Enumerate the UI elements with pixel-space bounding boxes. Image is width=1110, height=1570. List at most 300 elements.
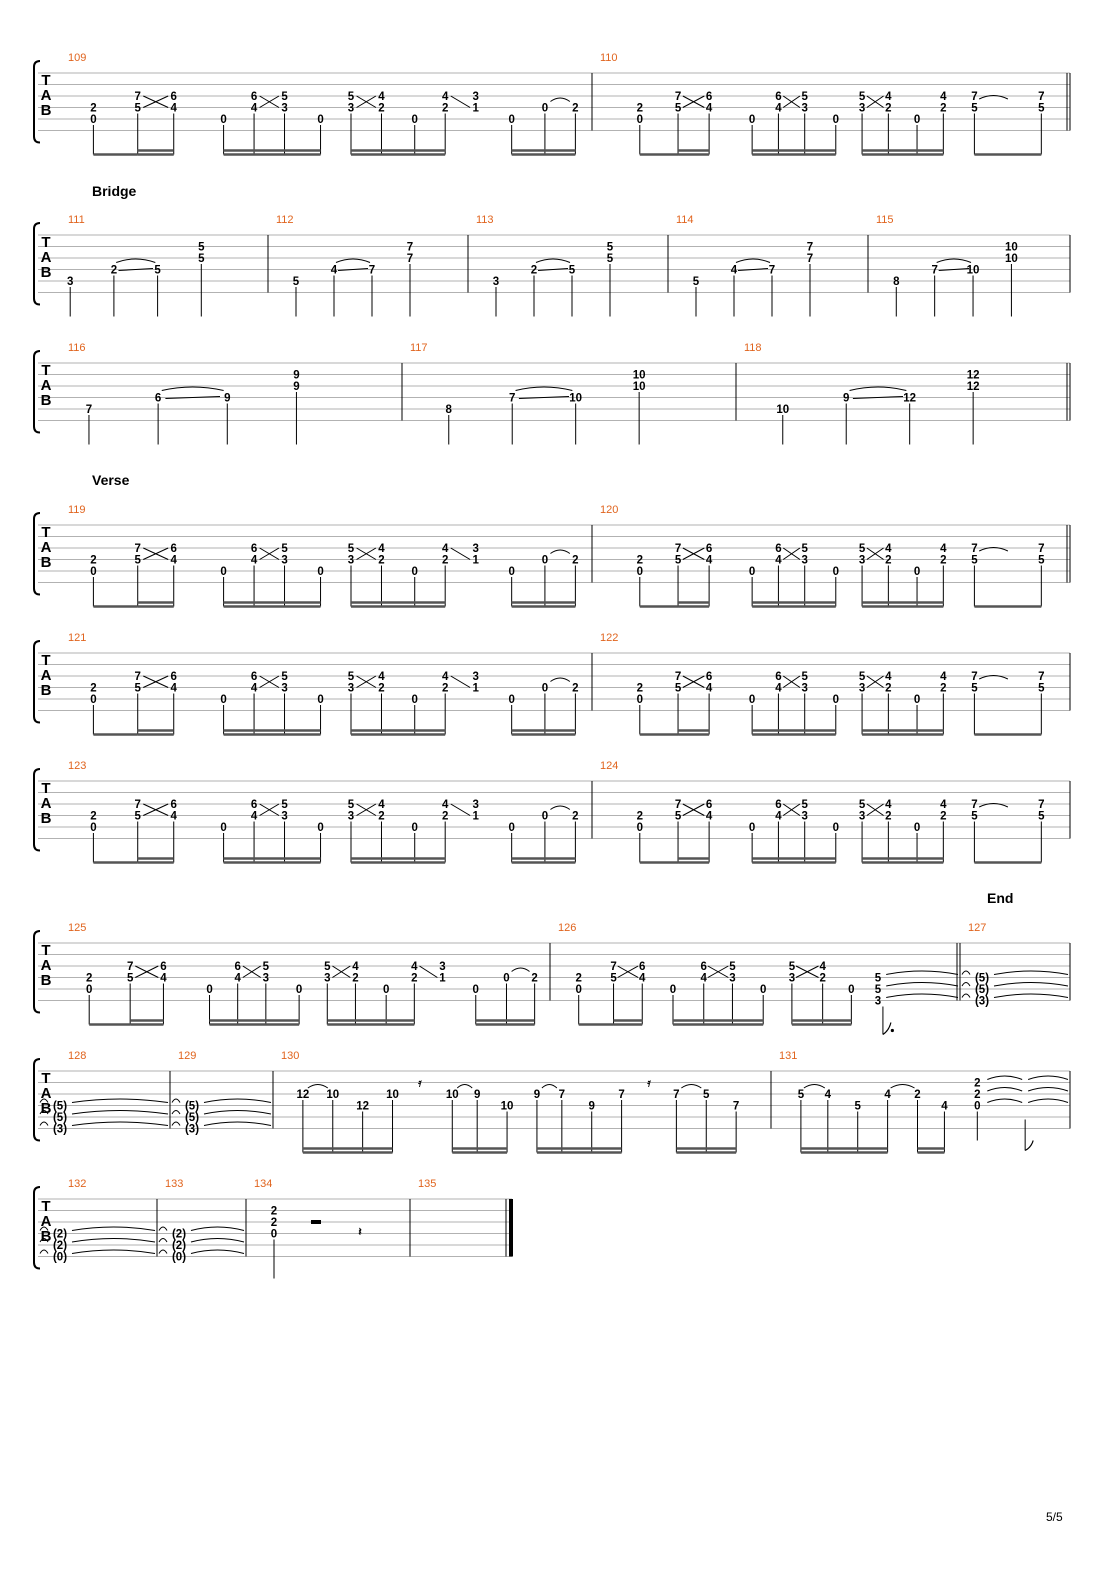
- fret-number: 5: [347, 799, 355, 811]
- tie-arc: [72, 1122, 168, 1126]
- fret-number: 5: [858, 799, 866, 811]
- fret-number: 10: [500, 1100, 514, 1113]
- fret-number: 3: [347, 554, 355, 567]
- fret-number: 4: [705, 554, 713, 567]
- fret-number: 0: [913, 822, 921, 834]
- fret-number: 10: [1005, 253, 1018, 265]
- fret-number: 6: [170, 799, 177, 811]
- fret-number: 4: [441, 543, 449, 555]
- tab-clef-letter: A: [40, 667, 52, 684]
- tie-arc: [172, 1111, 180, 1115]
- fret-number: 0: [220, 114, 227, 126]
- fret-number: 2: [940, 810, 947, 823]
- tied-fret: (2): [52, 1228, 68, 1241]
- tie-arc: [550, 806, 569, 810]
- tie-arc: [172, 1099, 180, 1103]
- tie-arc: [850, 387, 907, 391]
- fret-number: 0: [832, 822, 839, 834]
- tied-fret: (3): [184, 1123, 200, 1136]
- fret-number: 0: [220, 694, 227, 706]
- tie-arc: [512, 968, 530, 972]
- fret-number: 5: [971, 682, 978, 695]
- fret-number: 0: [832, 114, 839, 126]
- fret-number: 5: [154, 264, 161, 277]
- tie-arc: [550, 678, 569, 682]
- tab-clef-letter: B: [40, 102, 52, 119]
- fret-number: 5: [703, 1089, 710, 1101]
- tab-clef-letter: A: [40, 249, 52, 266]
- fret-number: 4: [775, 682, 782, 695]
- tab-clef-letter: T: [41, 780, 51, 797]
- fret-number: 0: [220, 566, 227, 578]
- fret-number: 5: [1038, 554, 1045, 567]
- fret-number: 2: [90, 810, 97, 823]
- fret-number: 0: [90, 822, 97, 834]
- fret-number: 7: [134, 799, 141, 811]
- tied-fret: (0): [171, 1251, 187, 1264]
- tie-arc: [987, 1099, 1022, 1103]
- slide-line: [451, 96, 470, 108]
- tab-system: [34, 1178, 512, 1279]
- tab-clef-letter: A: [40, 957, 52, 974]
- fret-number: 0: [317, 566, 324, 578]
- slide-line: [419, 966, 437, 978]
- fret-number: 4: [170, 102, 177, 115]
- fret-number: 4: [824, 1089, 832, 1101]
- fret-number: 5: [858, 671, 866, 683]
- tie-arc: [336, 259, 370, 263]
- tab-clef-letter: T: [41, 72, 51, 89]
- fret-number: 6: [705, 799, 713, 811]
- fret-number: 7: [610, 961, 617, 973]
- fret-number: 4: [705, 682, 713, 695]
- fret-number: 2: [90, 554, 97, 567]
- fret-number: 5: [606, 253, 614, 265]
- fret-number: 0: [382, 984, 390, 996]
- measure-number: 114: [676, 214, 694, 226]
- fret-number: 4: [730, 264, 738, 277]
- tie-arc: [516, 387, 573, 391]
- fret-number: 0: [636, 822, 644, 834]
- measure: [468, 214, 614, 317]
- fret-number: 3: [347, 810, 355, 823]
- fret-number: 2: [90, 102, 97, 115]
- fret-number: 4: [775, 810, 782, 823]
- fret-number: 0: [832, 694, 839, 706]
- fret-number: 3: [472, 91, 479, 103]
- fret-number: 7: [971, 799, 978, 811]
- fret-number: 7: [806, 253, 814, 265]
- tied-fret: (5): [974, 972, 990, 985]
- tie-arc: [550, 98, 569, 102]
- tie-arc: [72, 1227, 155, 1231]
- fret-number: 6: [705, 671, 713, 683]
- measure: [592, 632, 1045, 735]
- fret-number: 0: [848, 984, 855, 996]
- fret-number: 4: [885, 91, 892, 103]
- fret-number: 4: [170, 682, 177, 695]
- fret-number: 3: [801, 554, 808, 567]
- measure: [868, 214, 1018, 317]
- fret-number: 3: [66, 276, 74, 288]
- measure-number: 135: [418, 1178, 437, 1190]
- fret-number: 4: [941, 1100, 948, 1113]
- fret-number: 2: [531, 972, 538, 985]
- measure: [402, 342, 646, 445]
- slide-line: [451, 804, 470, 816]
- fret-number: 0: [748, 114, 756, 126]
- fret-number: 2: [572, 554, 579, 567]
- fret-number: 3: [492, 276, 500, 288]
- tie-arc: [204, 1111, 271, 1115]
- tie-arc: [40, 1122, 48, 1126]
- fret-number: 0: [508, 694, 515, 706]
- fret-number: 9: [473, 1089, 481, 1101]
- fret-number: 2: [85, 972, 93, 985]
- fret-number: 7: [368, 264, 376, 277]
- fret-number: 5: [674, 554, 682, 567]
- fret-number: 5: [347, 543, 355, 555]
- fret-number: 0: [220, 822, 227, 834]
- fret-number: 7: [1038, 799, 1045, 811]
- fret-number: 5: [674, 810, 682, 823]
- measure-number: 133: [165, 1178, 184, 1190]
- tie-arc: [736, 259, 770, 263]
- fret-number: 7: [1038, 91, 1045, 103]
- fret-number: 4: [775, 102, 782, 115]
- measure: [668, 214, 813, 317]
- fret-number: 7: [674, 799, 682, 811]
- fret-number: 3: [281, 810, 288, 823]
- fret-number: 10: [569, 392, 583, 405]
- measure: [960, 922, 1068, 1008]
- fret-number: 0: [636, 566, 644, 578]
- tab-system: [34, 52, 1070, 155]
- fret-number: 0: [90, 566, 97, 578]
- fret-number: 4: [170, 554, 177, 567]
- flag: [1025, 1141, 1033, 1151]
- fret-number: 0: [411, 694, 418, 706]
- fret-number: 12: [966, 369, 980, 382]
- fret-number: 2: [885, 682, 892, 695]
- tied-fret: (0): [52, 1251, 68, 1264]
- tied-fret: (3): [974, 995, 990, 1008]
- tied-fret: (3): [52, 1123, 68, 1136]
- rest-16th: 𝄿: [647, 1077, 651, 1090]
- fret-number: 6: [250, 91, 258, 103]
- fret-number: 10: [386, 1089, 399, 1101]
- fret-number: 7: [971, 91, 978, 103]
- fret-number: 2: [270, 1205, 278, 1218]
- measure-number: 122: [600, 632, 619, 644]
- fret-number: 4: [441, 799, 449, 811]
- fret-number: 3: [472, 671, 479, 683]
- fret-number: 0: [90, 114, 97, 126]
- fret-number: 1: [472, 810, 479, 823]
- measure-number: 118: [744, 342, 762, 354]
- slide-line: [451, 676, 470, 688]
- measure-number: 115: [876, 214, 894, 226]
- fret-number: 5: [674, 682, 682, 695]
- fret-number: 4: [705, 810, 713, 823]
- fret-number: 4: [330, 264, 338, 277]
- fret-number: 0: [541, 682, 549, 695]
- tab-system: [34, 1050, 1070, 1153]
- fret-number: 5: [610, 972, 617, 985]
- fret-number: 6: [170, 543, 177, 555]
- measure: [550, 922, 958, 1035]
- fret-number: 7: [971, 543, 978, 555]
- fret-number: 6: [775, 799, 782, 811]
- fret-number: 7: [126, 961, 134, 973]
- fret-number: 5: [797, 1089, 805, 1101]
- fret-number: 2: [378, 554, 385, 567]
- fret-number: 4: [940, 543, 947, 555]
- tied-fret: (2): [52, 1240, 68, 1252]
- fret-number: 6: [250, 671, 258, 683]
- tab-system: [34, 342, 1070, 445]
- fret-number: 3: [472, 543, 479, 555]
- measure: [68, 632, 579, 735]
- dot: [891, 1029, 894, 1032]
- fret-number: 0: [411, 822, 418, 834]
- fret-number: 4: [940, 799, 947, 811]
- measure-number: 134: [254, 1178, 273, 1190]
- fret-number: 1: [472, 682, 479, 695]
- fret-number: 4: [639, 972, 646, 985]
- fret-number: 7: [732, 1100, 740, 1113]
- fret-number: 2: [110, 264, 118, 277]
- fret-number: 7: [931, 264, 938, 277]
- fret-number: 0: [636, 694, 644, 706]
- fret-number: 0: [472, 984, 479, 996]
- fret-number: 0: [508, 114, 515, 126]
- fret-number: 2: [885, 554, 892, 567]
- tab-system: [34, 504, 1070, 607]
- fret-number: 0: [913, 566, 921, 578]
- fret-number: 4: [160, 972, 167, 985]
- fret-number: 2: [378, 810, 385, 823]
- measure-number: 116: [68, 342, 86, 354]
- tie-arc: [72, 1239, 155, 1243]
- tied-fret: (5): [184, 1100, 200, 1113]
- fret-number: 5: [281, 799, 288, 811]
- tab-clef-letter: A: [40, 539, 52, 556]
- fret-number: 0: [974, 1100, 981, 1113]
- tie-arc: [550, 550, 569, 554]
- fret-number: 3: [281, 102, 288, 115]
- tie-arc: [162, 387, 224, 391]
- tie-arc: [191, 1227, 244, 1231]
- tie-arc: [191, 1250, 244, 1254]
- fret-number: 2: [575, 972, 582, 985]
- measure-number: 123: [68, 760, 87, 772]
- fret-number: 0: [508, 822, 515, 834]
- tab-clef-letter: B: [40, 972, 52, 989]
- fret-number: 7: [406, 241, 414, 254]
- tab-clef-letter: T: [41, 234, 51, 251]
- measure-number: 132: [68, 1178, 87, 1190]
- fret-number: 5: [801, 91, 808, 103]
- fret-number: 3: [788, 972, 796, 985]
- fret-number: 0: [411, 114, 418, 126]
- fret-number: 4: [441, 671, 449, 683]
- fret-number: 2: [885, 810, 892, 823]
- fret-number: 5: [281, 671, 288, 683]
- tied-fret: (5): [52, 1112, 68, 1124]
- fret-number: 0: [503, 972, 510, 985]
- fret-number: 5: [801, 671, 808, 683]
- fret-number: 5: [971, 810, 978, 823]
- fret-number: 0: [295, 984, 303, 996]
- measure: [273, 1050, 739, 1153]
- section-label-bridge: Bridge: [92, 183, 137, 199]
- fret-number: 8: [893, 276, 900, 288]
- fret-number: 5: [347, 91, 355, 103]
- rest-16th: 𝄿: [418, 1077, 422, 1090]
- fret-number: 0: [317, 822, 324, 834]
- fret-number: 0: [206, 984, 213, 996]
- measure: [592, 52, 1045, 155]
- tie-arc: [159, 1239, 167, 1243]
- fret-number: 0: [748, 694, 756, 706]
- fret-number: 0: [669, 984, 677, 996]
- fret-number: 4: [250, 810, 258, 823]
- fret-number: 5: [874, 984, 882, 996]
- measure-number: 127: [968, 922, 987, 934]
- fret-number: 0: [748, 822, 756, 834]
- measure-number: 113: [476, 214, 494, 226]
- tie-arc: [204, 1099, 271, 1103]
- fret-number: 0: [913, 114, 921, 126]
- fret-number: 5: [134, 554, 141, 567]
- fret-number: 4: [250, 102, 258, 115]
- fret-number: 4: [819, 961, 826, 973]
- fret-number: 6: [170, 91, 177, 103]
- fret-number: 6: [775, 543, 782, 555]
- fret-number: 2: [572, 810, 579, 823]
- fret-number: 5: [692, 276, 700, 288]
- measure-number: 131: [779, 1050, 798, 1062]
- fret-number: 12: [356, 1100, 370, 1113]
- measure: [592, 760, 1045, 863]
- tie-arc: [987, 1076, 1022, 1080]
- fret-number: 3: [472, 799, 479, 811]
- tie-arc: [962, 971, 970, 975]
- fret-number: 2: [914, 1089, 921, 1101]
- fret-number: 6: [775, 671, 782, 683]
- tab-system: [34, 214, 1070, 317]
- tie-arc: [204, 1122, 271, 1126]
- fret-number: 12: [966, 381, 980, 393]
- fret-number: 7: [674, 671, 682, 683]
- fret-number: 2: [940, 682, 947, 695]
- fret-number: 4: [378, 91, 385, 103]
- tab-clef-letter: T: [41, 1198, 51, 1215]
- tied-fret: (5): [974, 984, 990, 996]
- fret-number: 2: [572, 102, 579, 115]
- tie-arc: [1028, 1076, 1068, 1080]
- fret-number: 5: [858, 91, 866, 103]
- fret-number: 2: [411, 972, 418, 985]
- tied-fret: (5): [52, 1100, 68, 1113]
- slide-line: [451, 548, 470, 560]
- tie-arc: [994, 994, 1068, 998]
- fret-number: 6: [170, 671, 177, 683]
- tab-clef-letter: B: [40, 264, 52, 281]
- fret-number: 5: [292, 276, 300, 288]
- fret-number: 4: [170, 810, 177, 823]
- fret-number: 4: [885, 543, 892, 555]
- measure: [771, 1050, 1068, 1153]
- fret-number: 7: [134, 91, 141, 103]
- fret-number: 5: [801, 543, 808, 555]
- fret-number: 2: [441, 102, 449, 115]
- fret-number: 7: [971, 671, 978, 683]
- fret-number: 0: [759, 984, 767, 996]
- tie-arc: [191, 1239, 244, 1243]
- fret-number: 5: [198, 241, 205, 254]
- fret-number: 4: [705, 102, 713, 115]
- tab-clef-letter: A: [40, 1213, 52, 1230]
- fret-number: 5: [971, 554, 978, 567]
- fret-number: 7: [1038, 543, 1045, 555]
- fret-number: 3: [262, 972, 270, 985]
- fret-number: 5: [1038, 810, 1045, 823]
- fret-number: 7: [618, 1089, 625, 1101]
- fret-number: 0: [317, 694, 324, 706]
- fret-number: 8: [445, 404, 452, 416]
- fret-number: 0: [541, 102, 549, 115]
- tie-arc: [804, 1085, 825, 1089]
- tie-arc: [1028, 1088, 1068, 1092]
- fret-number: 0: [541, 554, 549, 567]
- fret-number: 1: [472, 102, 479, 115]
- tie-arc: [886, 983, 958, 987]
- fret-number: 10: [632, 381, 646, 393]
- tab-clef-letter: T: [41, 652, 51, 669]
- fret-number: 9: [224, 392, 231, 405]
- fret-number: 4: [411, 961, 418, 973]
- fret-number: 10: [776, 404, 790, 416]
- section-label-verse: Verse: [92, 472, 130, 488]
- tab-clef-letter: A: [40, 795, 52, 812]
- tab-clef-letter: B: [40, 392, 52, 409]
- fret-number: 6: [250, 799, 258, 811]
- measure: [40, 1050, 168, 1136]
- tie-arc: [937, 259, 971, 263]
- tied-fret: (2): [171, 1228, 187, 1241]
- fret-number: 0: [748, 566, 756, 578]
- tab-system: [34, 760, 1070, 863]
- measure: [268, 214, 413, 317]
- fret-number: 10: [1005, 241, 1018, 254]
- fret-number: 2: [974, 1077, 981, 1090]
- tie-arc: [994, 971, 1068, 975]
- fret-number: 5: [568, 264, 576, 277]
- tie-arc: [457, 1085, 472, 1089]
- fret-number: 3: [858, 810, 866, 823]
- measure-number: 110: [600, 52, 618, 64]
- fret-number: 7: [406, 253, 414, 265]
- tab-clef-letter: T: [41, 942, 51, 959]
- fret-number: 10: [326, 1089, 340, 1101]
- tie-arc: [72, 1250, 155, 1254]
- tab-clef-letter: A: [40, 377, 52, 394]
- fret-number: 3: [801, 102, 808, 115]
- fret-number: 3: [439, 961, 446, 973]
- fret-number: 5: [971, 102, 978, 115]
